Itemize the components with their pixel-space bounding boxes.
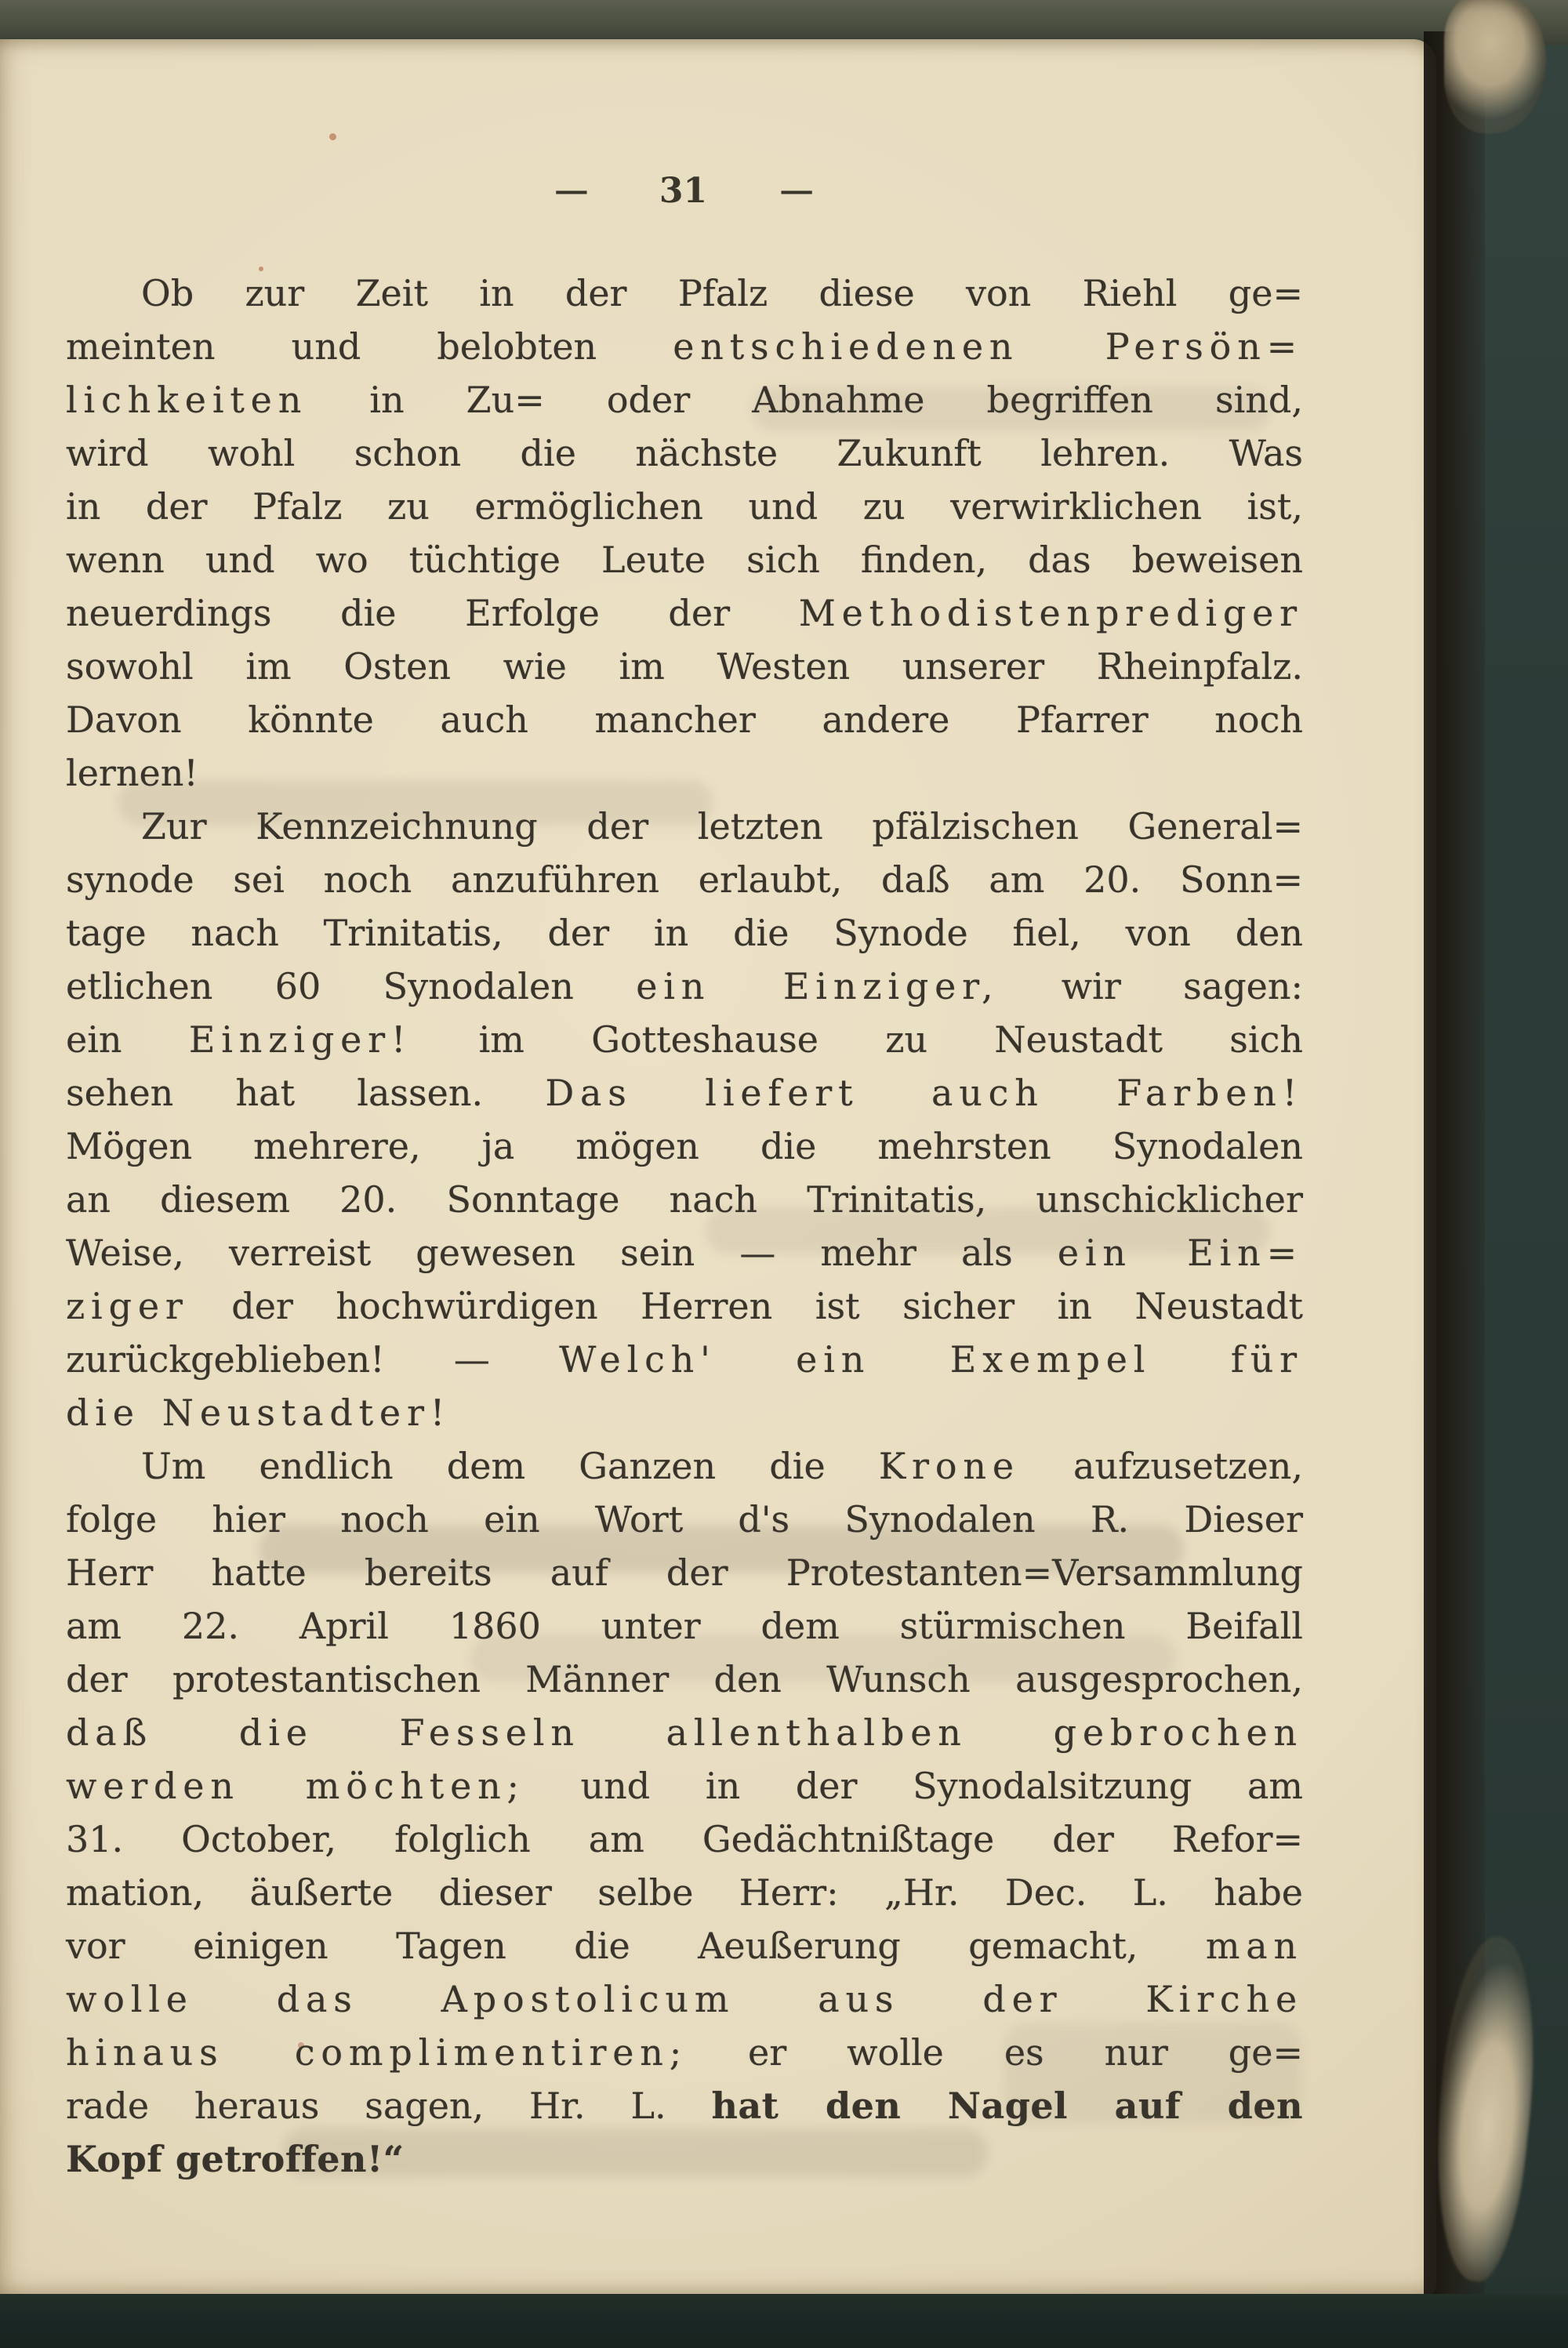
text-segment: der protestantischen Männer den Wunsch ausgesprochen,	[66, 1658, 1303, 1700]
text-segment: meinten und belobten	[66, 325, 673, 368]
text-line	[66, 1173, 1303, 1226]
text-segment: er wolle es nur ge=	[688, 2031, 1303, 2074]
text-line	[66, 1493, 1303, 1546]
header-dash-left: —	[554, 175, 587, 207]
text-line	[66, 373, 1303, 426]
text-line	[66, 1653, 1303, 1706]
text-segment: vor einigen Tagen die Aeußerung gemacht,	[66, 1925, 1206, 1967]
text-segment: in Zu= oder Abnahme begriffen sind,	[307, 379, 1303, 421]
text-segment: rade heraus sagen, Hr. L.	[66, 2085, 712, 2127]
text-line	[66, 1066, 1303, 1120]
text-segment: an diesem 20. Sonntage nach Trinitatis, unschicklicher	[66, 1178, 1303, 1221]
page-header	[66, 171, 1301, 211]
text-line	[66, 2079, 1303, 2132]
text-segment: man	[1205, 1925, 1303, 1967]
text-segment: hinaus complimentiren;	[66, 2031, 688, 2074]
text-segment: zurückgeblieben! —	[66, 1338, 560, 1381]
text-line	[66, 1919, 1303, 1972]
text-segment: werden möchten;	[66, 1765, 525, 1807]
text-line	[66, 267, 1303, 320]
page-number: 31	[659, 171, 708, 211]
text-segment: im Gotteshause zu Neustadt sich	[412, 1018, 1303, 1061]
text-segment: tage nach Trinitatis, der in die Synode fiel, von den	[66, 912, 1303, 954]
text-segment: und in der Synodalsitzung am	[524, 1765, 1303, 1807]
text-line	[66, 533, 1303, 586]
book-cover-bottom-edge	[0, 2294, 1568, 2348]
text-segment: Weise, verreist gewesen sein — mehr als	[66, 1232, 1058, 1274]
text-segment: neuerdings die Erfolge der	[66, 592, 799, 634]
text-line	[66, 1813, 1303, 1866]
text-segment: wird wohl schon die nächste Zukunft lehren. Was	[66, 432, 1303, 474]
text-line	[66, 1759, 1303, 1813]
text-line	[66, 1013, 1303, 1066]
text-line	[66, 1439, 1303, 1493]
text-segment: Herr hatte bereits auf der Protestanten=Versammlung	[66, 1551, 1303, 1594]
text-segment: aufzusetzen,	[1019, 1445, 1303, 1487]
text-segment: der hochwürdigen Herren ist sicher in Neustadt	[188, 1285, 1303, 1327]
text-segment: synode sei noch anzuführen erlaubt, daß am 20. Sonn=	[66, 858, 1303, 901]
text-line	[66, 1706, 1303, 1759]
text-line	[66, 853, 1303, 906]
foxing-speck	[329, 133, 336, 140]
text-segment: wir sagen:	[999, 965, 1303, 1007]
text-line	[66, 1866, 1303, 1919]
text-segment: Davon könnte auch mancher andere Pfarrer noch	[66, 699, 1303, 741]
text-segment: ein Ein=	[1057, 1232, 1303, 1274]
text-line	[66, 1599, 1303, 1653]
text-segment: folge hier noch ein Wort d's Synodalen R. Dieser	[66, 1498, 1303, 1541]
text-segment: sehen hat lassen.	[66, 1072, 546, 1114]
text-segment: etlichen 60 Synodalen	[66, 965, 637, 1007]
text-segment: ein Einziger,	[636, 965, 1000, 1007]
page-text	[66, 267, 1303, 2186]
text-segment: Welch' ein Exempel für	[559, 1338, 1303, 1381]
book-page	[0, 39, 1436, 2295]
text-segment: Kopf getroffen!“	[66, 2138, 405, 2180]
text-line	[66, 906, 1303, 960]
text-line	[66, 320, 1303, 373]
text-segment: hat den Nagel auf den	[711, 2085, 1303, 2127]
text-segment: am 22. April 1860 unter dem stürmischen Beifall	[66, 1605, 1303, 1647]
text-line	[66, 480, 1303, 533]
text-line	[66, 693, 1303, 746]
text-line	[66, 586, 1303, 640]
text-line	[66, 1333, 1303, 1386]
text-line	[66, 2132, 1303, 2186]
text-line	[66, 960, 1303, 1013]
text-line	[66, 1226, 1303, 1279]
text-segment: mation, äußerte dieser selbe Herr: „Hr. Dec. L. habe	[66, 1871, 1303, 1914]
text-segment: 31. October, folglich am Gedächtnißtage der Refor=	[66, 1818, 1303, 1860]
text-segment: lernen!	[66, 752, 198, 794]
text-segment: sowohl im Osten wie im Westen unserer Rheinpfalz.	[66, 645, 1303, 688]
text-segment: wolle das Apostolicum aus der Kirche	[66, 1978, 1303, 2020]
text-segment: Zur Kennzeichnung der letzten pfälzischen General=	[141, 805, 1303, 847]
text-line	[66, 1386, 1303, 1439]
text-segment: Methodistenprediger	[798, 592, 1303, 634]
text-line	[66, 2026, 1303, 2079]
text-line	[66, 1546, 1303, 1599]
text-line	[66, 426, 1303, 480]
header-dash-right: —	[779, 175, 813, 207]
text-line	[66, 1972, 1303, 2026]
text-segment: Das liefert auch Farben!	[545, 1072, 1303, 1114]
text-line	[66, 746, 1303, 800]
text-segment: lichkeiten	[66, 379, 308, 421]
text-segment: Einziger!	[188, 1018, 412, 1061]
text-segment: die Neustadter!	[66, 1392, 452, 1434]
text-segment: daß die Fesseln allenthalben gebrochen	[66, 1711, 1303, 1754]
text-segment: entschiedenen Persön=	[673, 325, 1303, 368]
text-line	[66, 1120, 1303, 1173]
text-line	[66, 800, 1303, 853]
text-segment: wenn und wo tüchtige Leute sich finden, das beweisen	[66, 539, 1303, 581]
text-line	[66, 640, 1303, 693]
text-segment: Um endlich dem Ganzen die	[141, 1445, 879, 1487]
torn-spine-patch-top	[1444, 0, 1546, 133]
text-segment: ziger	[66, 1285, 189, 1327]
text-segment: Krone	[878, 1445, 1020, 1487]
text-line	[66, 1279, 1303, 1333]
text-segment: Ob zur Zeit in der Pfalz diese von Riehl ge=	[141, 272, 1303, 314]
text-segment: ein	[66, 1018, 189, 1061]
text-segment: in der Pfalz zu ermöglichen und zu verwirklichen ist,	[66, 485, 1303, 528]
text-segment: Mögen mehrere, ja mögen die mehrsten Synodalen	[66, 1125, 1303, 1167]
